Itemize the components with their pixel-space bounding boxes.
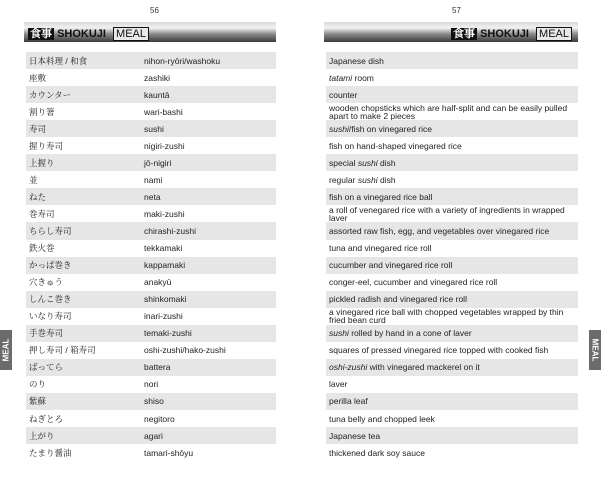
italic-term: sushi [357,174,378,185]
section-title-kanji: 食事 [30,28,52,40]
term-row [26,410,276,427]
english-translation [329,449,576,457]
term-row [26,393,276,410]
translation-text: wooden chopsticks which are half-split and can be easily pulled apart to make 2 pieces [329,102,568,121]
english-translation [329,244,576,252]
japanese-term: 並 [29,174,38,185]
english-translation [329,104,576,120]
translation-text: perilla leaf [329,396,368,407]
japanese-term: 鉄火巻 [29,242,55,253]
translation-text: tuna and vinegared rice roll [329,243,432,253]
section-title-romaji: SHOKUJI [480,28,529,40]
translation-row [326,274,578,291]
term-row [26,257,276,274]
term-row [26,342,276,359]
translation-text: special [329,157,358,168]
english-translation [329,414,576,422]
translation-row [326,359,578,376]
translation-text: tuna belly and chopped leek [329,413,435,424]
term-row [26,86,276,103]
translation-row [326,69,578,86]
english-translation [329,206,576,222]
romaji-term: wari-bashi [144,106,183,117]
translation-row [326,342,578,359]
translation-text: fish on hand-shaped vinegared rice [329,140,462,151]
romaji-term: nigiri-zushi [144,140,185,151]
japanese-term: 押し寿司 / 箱寿司 [29,345,96,356]
term-row [26,222,276,239]
term-row [26,376,276,393]
english-translation [329,308,576,324]
section-header-bar [324,22,578,42]
romaji-term: temaki-zushi [144,328,192,339]
english-translation [329,91,576,99]
term-row [26,444,276,461]
translation-row [326,154,578,171]
translation-row [326,188,578,205]
english-translation [329,142,576,150]
romaji-term: zashiki [144,72,170,83]
english-translation [329,432,576,440]
section-title-kanji: 食事 [453,28,475,40]
romaji-term: neta [144,191,161,202]
translation-row [326,240,578,257]
translation-text: Japanese dish [329,55,384,66]
translation-row [326,86,578,103]
romaji-term: shinkomaki [144,293,187,304]
english-translation [329,56,576,64]
translation-text: squares of pressed vinegared rice topped with cooked fish [329,345,549,356]
side-index-tab [0,330,12,370]
term-row [26,274,276,291]
english-translation [329,380,576,388]
translation-list [326,52,578,461]
japanese-term: 上握り [29,157,55,168]
translation-text: thickened dark soy sauce [329,447,425,458]
english-translation [329,227,576,235]
term-row [26,103,276,120]
translation-row [326,410,578,427]
japanese-term: カウンター [29,89,72,100]
japanese-term: ねぎとろ [29,413,64,424]
japanese-term: 手巻寿司 [29,328,64,339]
japanese-term: 割り箸 [29,106,55,117]
translation-row [326,291,578,308]
translation-row [326,103,578,120]
romaji-term: nihon-ryōri/washoku [144,55,221,66]
translation-row [326,205,578,222]
romaji-term: kauntā [144,89,170,100]
translation-text: assorted raw fish, egg, and vegetables over vinegared rice [329,225,550,236]
japanese-term: 巻寿司 [29,208,55,219]
italic-term: oshi-zushi [329,362,368,373]
translation-row [326,257,578,274]
translation-text: room [352,72,374,83]
term-row [26,188,276,205]
english-translation [329,74,576,82]
left-page [0,0,290,479]
japanese-term: 日本料理 / 和食 [29,55,88,66]
translation-text: a vinegared rice ball with chopped vegetables wrapped by thin fried bean curd [329,307,564,326]
romaji-term: nori [144,379,159,390]
romaji-term: shiso [144,396,164,407]
section-title [451,25,572,41]
right-page [310,0,601,479]
italic-term: tatami [329,72,353,83]
translation-row [326,52,578,69]
romaji-term: inari-zushi [144,310,183,321]
japanese-term: ばってら [29,362,64,373]
translation-text: Japanese tea [329,430,381,441]
translation-text: dish [377,157,396,168]
section-title-romaji: SHOKUJI [57,28,106,40]
romaji-term: maki-zushi [144,208,185,219]
side-index-tab [589,330,601,370]
english-translation [329,397,576,405]
section-title-english: MEAL [113,27,149,41]
term-row [26,291,276,308]
romaji-term: chirashi-zushi [144,225,196,236]
romaji-term: negitoro [144,413,175,424]
romaji-term: tekkamaki [144,242,183,253]
japanese-term: いなり寿司 [29,310,72,321]
japanese-term: 紫蘇 [29,396,47,407]
japanese-term: 上がり [29,430,55,441]
translation-text: pickled radish and vinegared rice roll [329,294,467,305]
section-title [28,25,149,41]
section-title-english: MEAL [536,27,572,41]
romaji-term: oshi-zushi/hako-zushi [144,345,226,356]
side-index-tab-label: MEAL [1,338,11,362]
term-row [26,137,276,154]
romaji-term: kappamaki [144,259,186,270]
japanese-term: ちらし寿司 [29,225,72,236]
term-row [26,359,276,376]
page-number: 56 [150,6,159,15]
japanese-term: かっぱ巻き [29,259,72,270]
english-translation [329,176,576,184]
term-row [26,120,276,137]
side-index-tab-label: MEAL [590,338,600,362]
term-row [26,427,276,444]
translation-text: fish on a vinegared rice ball [329,191,433,202]
translation-text: with vinegared mackerel on it [367,362,480,373]
term-row [26,205,276,222]
translation-text: /fish on vinegared rice [348,123,433,134]
translation-row [326,222,578,239]
english-translation [329,346,576,354]
romaji-term: tamari-shōyu [144,447,194,458]
translation-text: regular [329,174,358,185]
term-row [26,325,276,342]
japanese-term: 寿司 [29,123,47,134]
english-translation [329,193,576,201]
english-translation [329,295,576,303]
japanese-term: しんこ巻き [29,293,72,304]
translation-text: a roll of venegared rice with a variety of ingredients in wrapped laver [329,204,565,223]
english-translation [329,363,576,371]
english-translation [329,278,576,286]
translation-row [326,393,578,410]
translation-row [326,376,578,393]
english-translation [329,261,576,269]
italic-term: sushi [329,328,349,339]
english-translation [329,159,576,167]
term-row [26,154,276,171]
japanese-term: のり [29,379,47,390]
translation-row [326,444,578,461]
japanese-term: 握り寿司 [29,140,64,151]
translation-row [326,308,578,325]
translation-text: laver [329,379,348,390]
translation-text: cucumber and vinegared rice roll [329,260,453,271]
english-translation [329,125,576,133]
term-row [26,52,276,69]
japanese-term: 穴きゅう [29,276,64,287]
translation-row [326,427,578,444]
translation-text: conger-eel, cucumber and vinegared rice roll [329,277,498,288]
term-row [26,240,276,257]
japanese-term: たまり醤油 [29,447,72,458]
japanese-term: 座敷 [29,72,47,83]
romaji-term: battera [144,362,171,373]
term-row [26,69,276,86]
page-number: 57 [452,6,461,15]
translation-text: dish [377,174,396,185]
romaji-term: jō-nigiri [144,157,172,168]
italic-term: sushi [329,123,349,134]
translation-row [326,120,578,137]
term-row [26,308,276,325]
translation-row [326,137,578,154]
italic-term: sushi [357,157,378,168]
translation-text: rolled by hand in a cone of laver [348,328,472,339]
term-row [26,171,276,188]
romaji-term: anakyū [144,276,172,287]
translation-text: counter [329,89,358,100]
section-header-bar [24,22,276,42]
romaji-term: sushi [144,123,164,134]
romaji-term: agari [144,430,163,441]
translation-row [326,171,578,188]
english-translation [329,329,576,337]
romaji-term: nami [144,174,163,185]
translation-row [326,325,578,342]
japanese-term: ねた [29,191,47,202]
term-list [26,52,276,461]
